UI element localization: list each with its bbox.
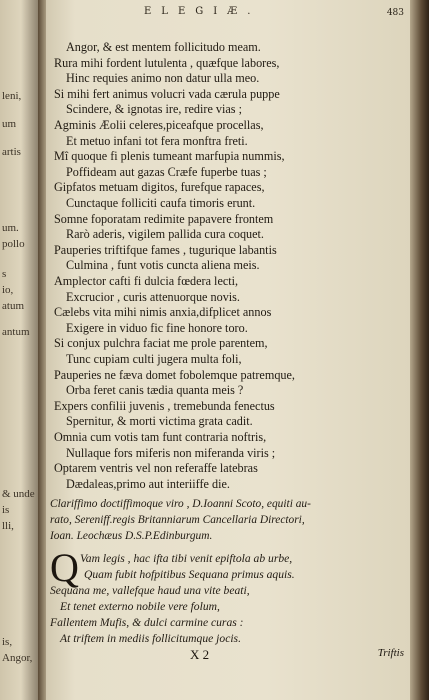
verse-line: Et metuo infani tot fera monftra freti. xyxy=(66,134,248,148)
verse-line: Expers confilii juvenis , tremebunda fenectus xyxy=(54,399,275,413)
verse-line: Amplector cafti fi dulcia fœdera lecti, xyxy=(54,274,239,288)
dedication-line: rato, Sereniff.regis Britanniarum Cancellaria Directori, xyxy=(50,514,305,526)
facing-page-text: pollo xyxy=(2,238,25,250)
poem-line: Et tenet externo nobile vere folum, xyxy=(60,600,220,613)
facing-page-text: lli, xyxy=(2,520,14,532)
verse-line: Poffideam aut gazas Cræfe fuperbe tuas ; xyxy=(66,165,267,179)
verse-line: Somne foporatam redimite papavere frontem xyxy=(54,212,274,226)
signature-mark: X 2 xyxy=(190,647,210,662)
verse-line: Gipfatos metuam digitos, furefque rapaces, xyxy=(54,180,265,194)
verse-line: Excrucior , curis attenuorque novis. xyxy=(66,290,240,304)
facing-page-text: um. xyxy=(2,222,19,234)
verse-line: Si mihi fert animus volucri vada cærula puppe xyxy=(54,87,280,101)
verse-line: Orba feret canis tædia quanta meis ? xyxy=(66,383,244,397)
verse-line: Rura mihi fordent lutulenta , quæfque labores, xyxy=(54,56,280,70)
verse-line: Dædaleas,primo aut interiiffe die. xyxy=(66,477,230,491)
page-edge xyxy=(410,0,429,700)
poem-line: At triftem in mediis follicitumque jocis. xyxy=(60,632,241,645)
verse-line: Omnia cum votis tam funt contraria noftris, xyxy=(54,430,267,444)
catchword: Triftis xyxy=(377,647,404,659)
facing-page-text: s xyxy=(2,268,7,280)
verse-line: Angor, & est mentem follicitudo meam. xyxy=(66,40,261,54)
verse-line: Culmina , funt votis cuncta aliena meis. xyxy=(66,258,260,272)
poem-line: Sequana me, vallefque haud una vite beati, xyxy=(50,584,250,597)
verse-line: Tunc cupiam culti jugera multa foli, xyxy=(66,352,242,366)
running-title: ELEGIÆ. xyxy=(144,6,261,17)
verse-line: Exigere in viduo fic fine honore toro. xyxy=(66,321,248,335)
book-gutter xyxy=(38,0,46,700)
verse-line: Pauperies triftifque fames , tugurique labantis xyxy=(54,243,277,257)
facing-page-text: is, xyxy=(2,636,13,648)
verse-line: Scindere, & ignotas ire, redire vias ; xyxy=(66,102,242,116)
facing-page-text: atum xyxy=(2,300,24,312)
facing-page-fragment xyxy=(0,0,38,700)
facing-page-text: is xyxy=(2,504,10,516)
poem-line: Fallentem Mufis, & dulci carmine curas : xyxy=(50,616,244,629)
running-header xyxy=(46,6,410,22)
drop-cap: Q xyxy=(50,545,79,590)
verse-line: Mî quoque fi plenis tumeant marfupia nummis, xyxy=(54,149,285,163)
verse-line: Rarò aderis, vigilem pallida cura coquet. xyxy=(66,227,264,241)
verse-line: Cælebs vita mihi nimis anxia,difplicet annos xyxy=(54,305,272,319)
facing-page-text: artis xyxy=(2,146,21,158)
poem-line: Vam legis , hac ifta tibi venit epiftola ab urbe, xyxy=(80,552,293,565)
verse-line: Spernitur, & morti victima grata cadit. xyxy=(66,414,253,428)
verse-line: Optarem ventris vel non referaffe latebras xyxy=(54,461,258,475)
facing-page-text: io, xyxy=(2,284,14,296)
poem-line: Quam fubit hofpitibus Sequana primus aquis. xyxy=(84,568,295,581)
dedication-line: Clariffimo doctiffimoque viro , D.Ioanni Scoto, equiti au- xyxy=(50,498,311,510)
verse-line: Cunctaque folliciti caufa timoris erunt. xyxy=(66,196,256,210)
verse-line: Agminis Æolii celeres,piceafque procellas, xyxy=(54,118,264,132)
verse-line: Hinc requies animo non datur ulla meo. xyxy=(66,71,260,85)
facing-page-text: Angor, xyxy=(2,652,33,664)
verse-line: Nullaque fors miferis non miferanda viris ; xyxy=(66,446,276,460)
page-number: 483 xyxy=(386,8,404,18)
verse-line: Si conjux pulchra faciat me prole parentem, xyxy=(54,336,268,350)
book-page xyxy=(46,0,410,700)
dedication-line: Ioan. Leochæus D.S.P.Edinburgum. xyxy=(50,530,213,542)
facing-page-text: um xyxy=(2,118,17,130)
facing-page-text: leni, xyxy=(2,90,22,102)
facing-page-text: antum xyxy=(2,326,30,338)
verse-line: Pauperies ne fæva domet fobolemque patremque, xyxy=(54,368,295,382)
facing-page-text: & unde xyxy=(2,488,35,500)
